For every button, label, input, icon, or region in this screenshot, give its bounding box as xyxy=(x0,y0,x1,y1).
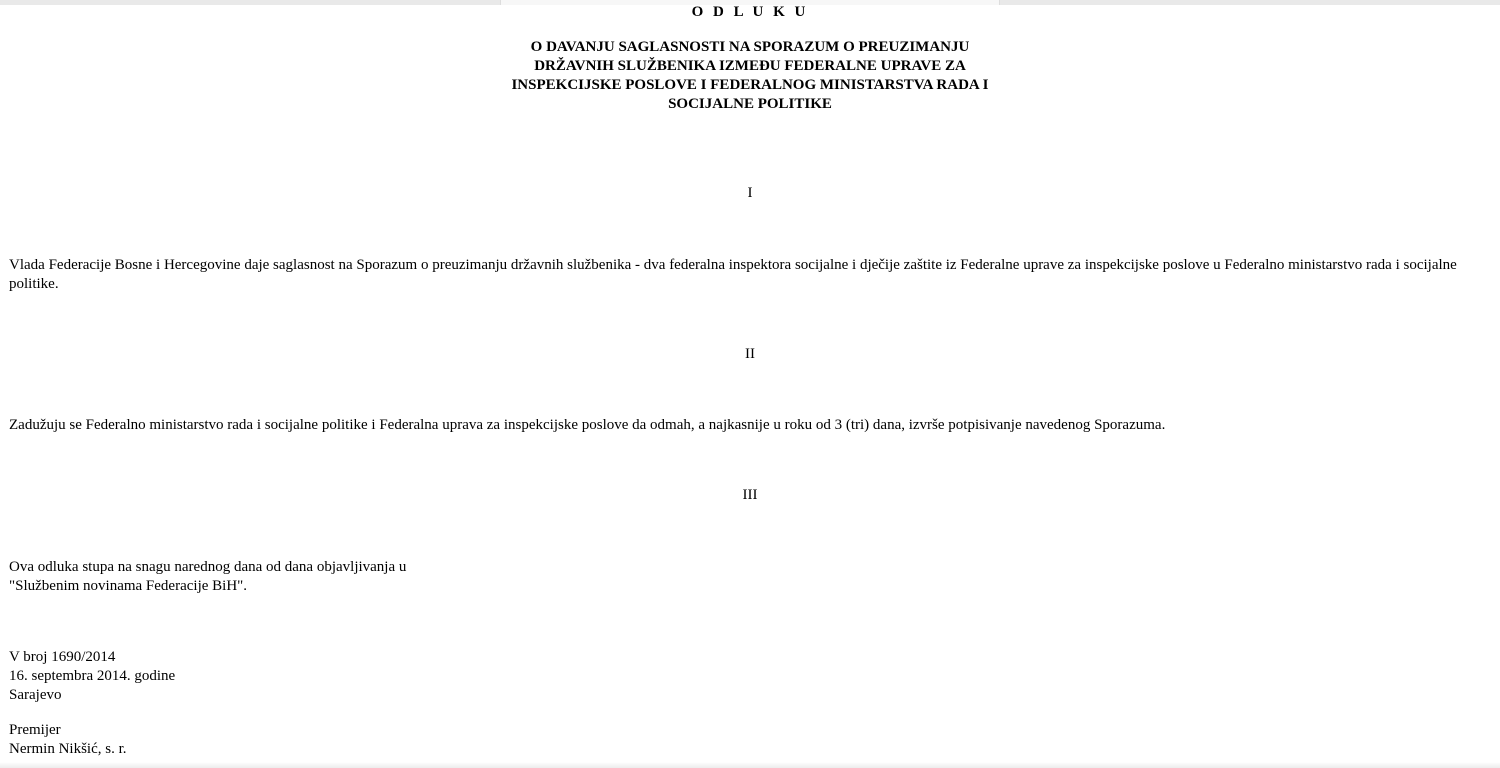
section-text-3: Ova odluka stupa na snagu narednog dana od dana objavljivanja u "Službenim novinama Federacije BiH". xyxy=(9,559,407,594)
decision-date: 16. septembra 2014. godine xyxy=(9,668,176,684)
document-subtitle: O DAVANJU SAGLASNOSTI NA SPORAZUM O PREUZIMANJU DRŽAVNIH SLUŽBENIKA IZMEĐU FEDERALNE UPRAVE ZA INSPEKCIJSKE POSLOVE I FEDERALNOG MINISTARSTVA RADA I SOCIJALNE POLITIKE xyxy=(511,39,989,112)
section-text-1: Vlada Federacije Bosne i Hercegovine daje saglasnost na Sporazum o preuzimanju državnih službenika - dva federalna inspektora socijalne i dječije zaštite iz Federalne uprave za inspekcijske poslove u Federalno ministarstvo rada i socijalne politike. xyxy=(9,257,1457,292)
section-numeral-3: III xyxy=(742,487,758,503)
signatory-role: Premijer xyxy=(9,722,61,738)
section-numeral-2: II xyxy=(745,346,755,362)
decision-number: V broj 1690/2014 xyxy=(9,649,116,665)
signatory-name: Nermin Nikšić, s. r. xyxy=(9,741,127,757)
bottom-edge-shadow xyxy=(0,762,1500,768)
section-numeral-1: I xyxy=(747,185,753,201)
decision-place: Sarajevo xyxy=(9,687,62,703)
section-text-2: Zadužuju se Federalno ministarstvo rada i socijalne politike i Federalna uprava za inspekcijske poslove da odmah, a najkasnije u roku od 3 (tri) dana, izvrše potpisivanje navedenog Sporazuma. xyxy=(9,417,1166,433)
document-title: O D L U K U xyxy=(691,4,809,20)
